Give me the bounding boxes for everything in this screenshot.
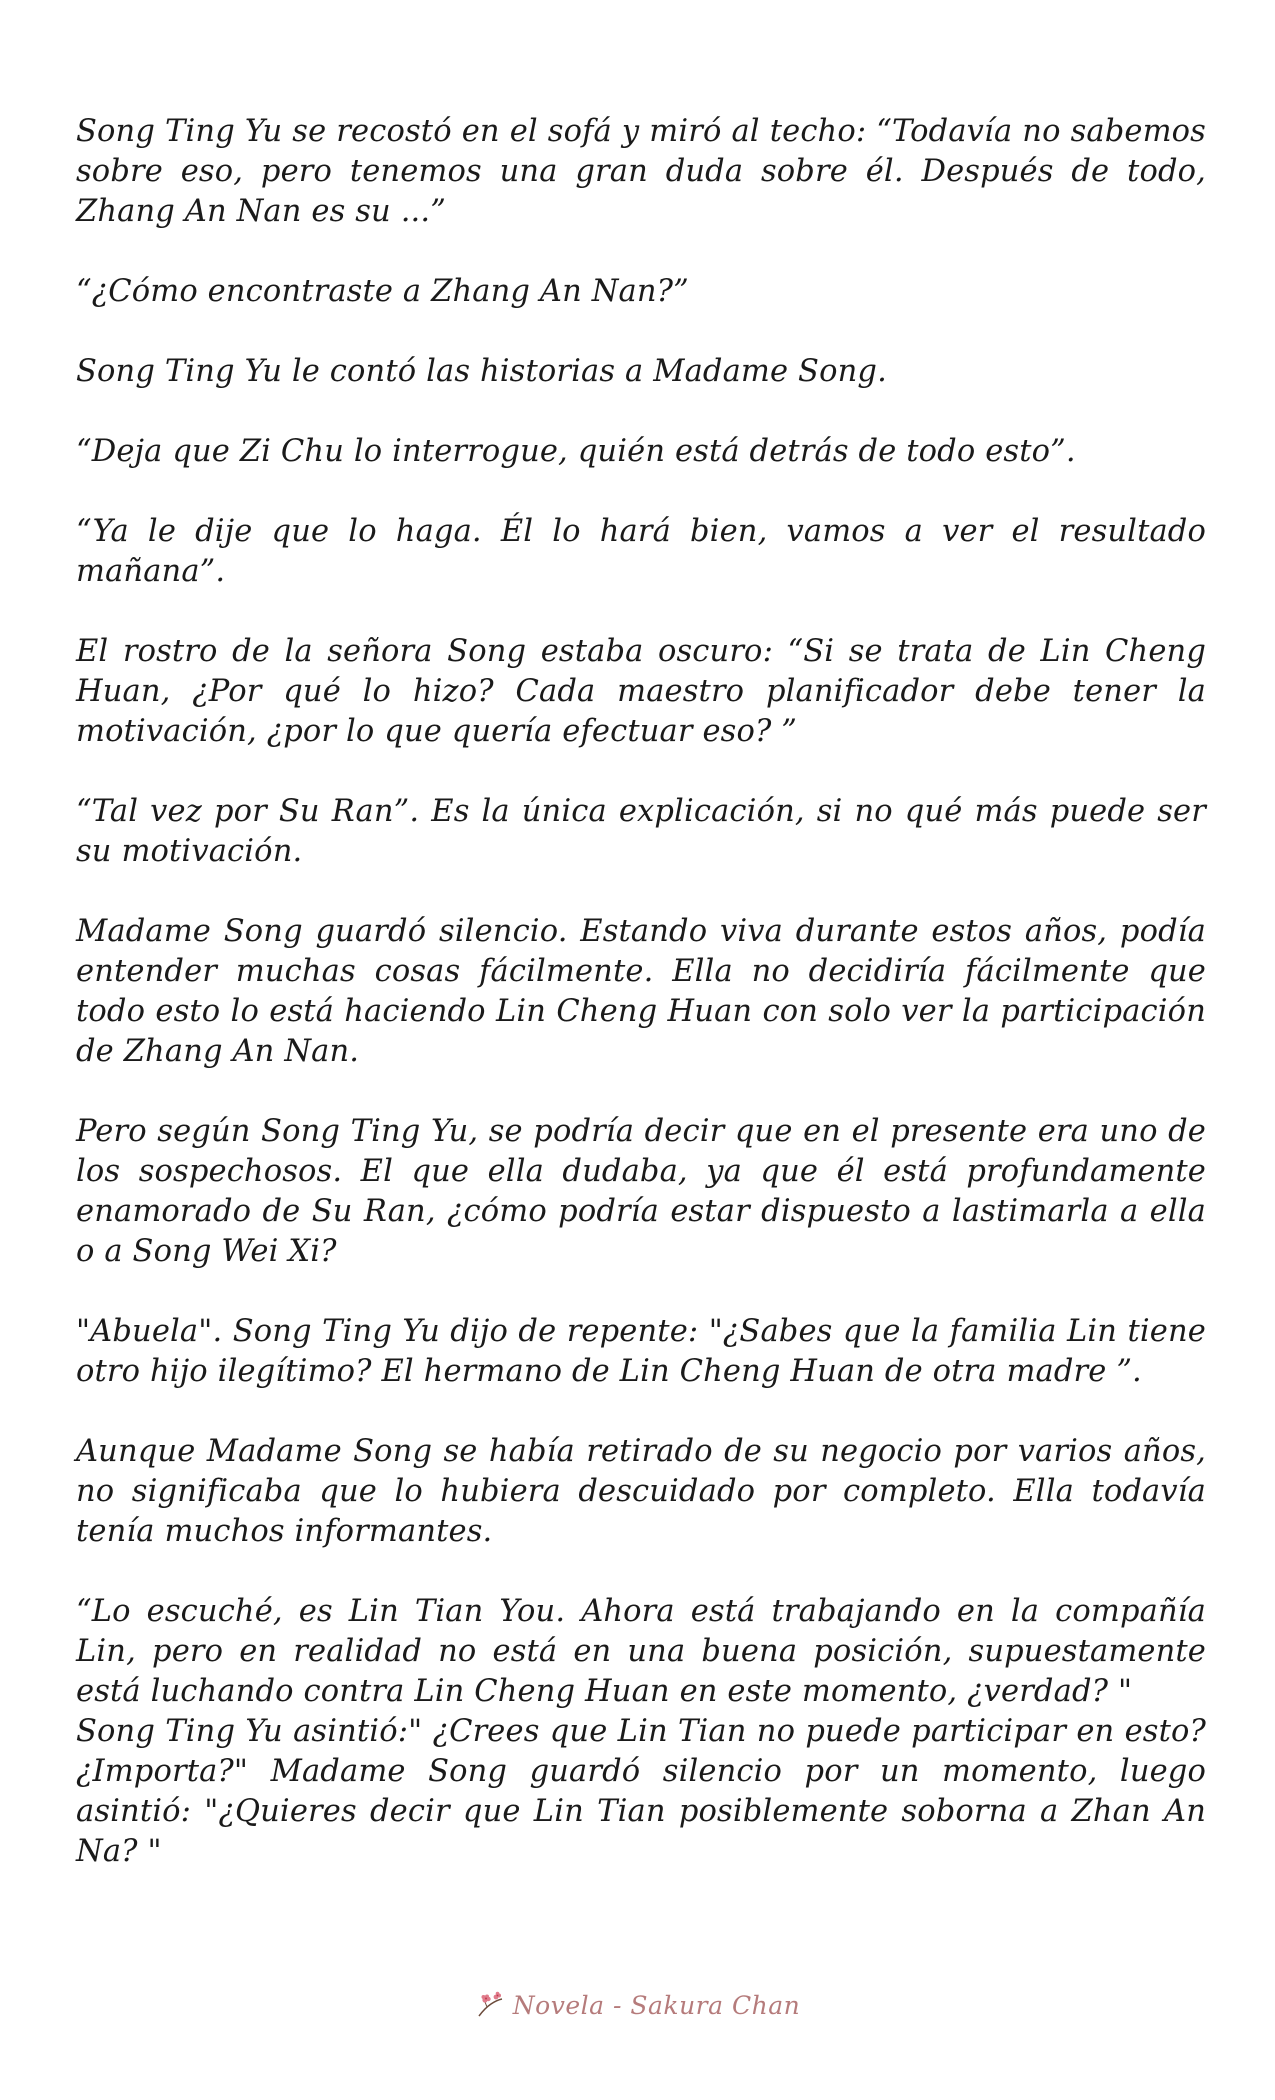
paragraph-6: El rostro de la señora Song estaba oscuro: “Si se trata de Lin Cheng Huan, ¿Por qué lo hizo? Cada maestro planificador debe tener la motivación, ¿por lo que quería efectuar eso? ” [76,634,1206,749]
paragraph-3: Song Ting Yu le contó las historias a Madame Song. [76,354,887,389]
paragraph-13: Song Ting Yu asintió:" ¿Crees que Lin Tian no puede participar en esto? ¿Importa?" Madame Song guardó silencio por un momento, luego asintió: "¿Quieres decir que Lin Tian posiblemente soborna a Zhan An Na? " [76,1714,1206,1869]
document-body [76,112,1206,1912]
sakura-blossom-icon [475,1990,505,2020]
paragraph-1: Song Ting Yu se recostó en el sofá y miró al techo: “Todavía no sabemos sobre eso, pero tenemos una gran duda sobre él. Después de todo, Zhang An Nan es su ...” [76,114,1206,229]
paragraph-5: “Ya le dije que lo haga. Él lo hará bien, vamos a ver el resultado mañana”. [76,514,1206,589]
paragraph-4: “Deja que Zi Chu lo interrogue, quién está detrás de todo esto”. [76,434,1076,469]
paragraph-8: Madame Song guardó silencio. Estando viva durante estos años, podía entender muchas cosas fácilmente. Ella no decidiría fácilmente que todo esto lo está haciendo Lin Cheng Huan con solo ver la participación de Zhang An Nan. [76,914,1206,1069]
paragraph-9: Pero según Song Ting Yu, se podría decir que en el presente era uno de los sospechosos. El que ella dudaba, ya que él está profundamente enamorado de Su Ran, ¿cómo podría estar dispuesto a lastimarla a ella o a Song Wei Xi? [76,1114,1206,1269]
footer-text: Novela - Sakura Chan [512,1990,801,2020]
paragraph-11: Aunque Madame Song se había retirado de su negocio por varios años, no significaba que lo hubiera descuidado por completo. Ella todavía tenía muchos informantes. [76,1434,1206,1549]
paragraph-12: “Lo escuché, es Lin Tian You. Ahora está trabajando en la compañía Lin, pero en realidad no está en una buena posición, supuestamente está luchando contra Lin Cheng Huan en este momento, ¿verdad? " [76,1594,1206,1709]
paragraph-2: “¿Cómo encontraste a Zhang An Nan?” [76,274,689,309]
footer-watermark [0,1990,1275,2020]
paragraph-10: "Abuela". Song Ting Yu dijo de repente: "¿Sabes que la familia Lin tiene otro hijo ilegítimo? El hermano de Lin Cheng Huan de otra madre ”. [76,1314,1206,1389]
paragraph-7: “Tal vez por Su Ran”. Es la única explicación, si no qué más puede ser su motivación. [76,794,1206,869]
